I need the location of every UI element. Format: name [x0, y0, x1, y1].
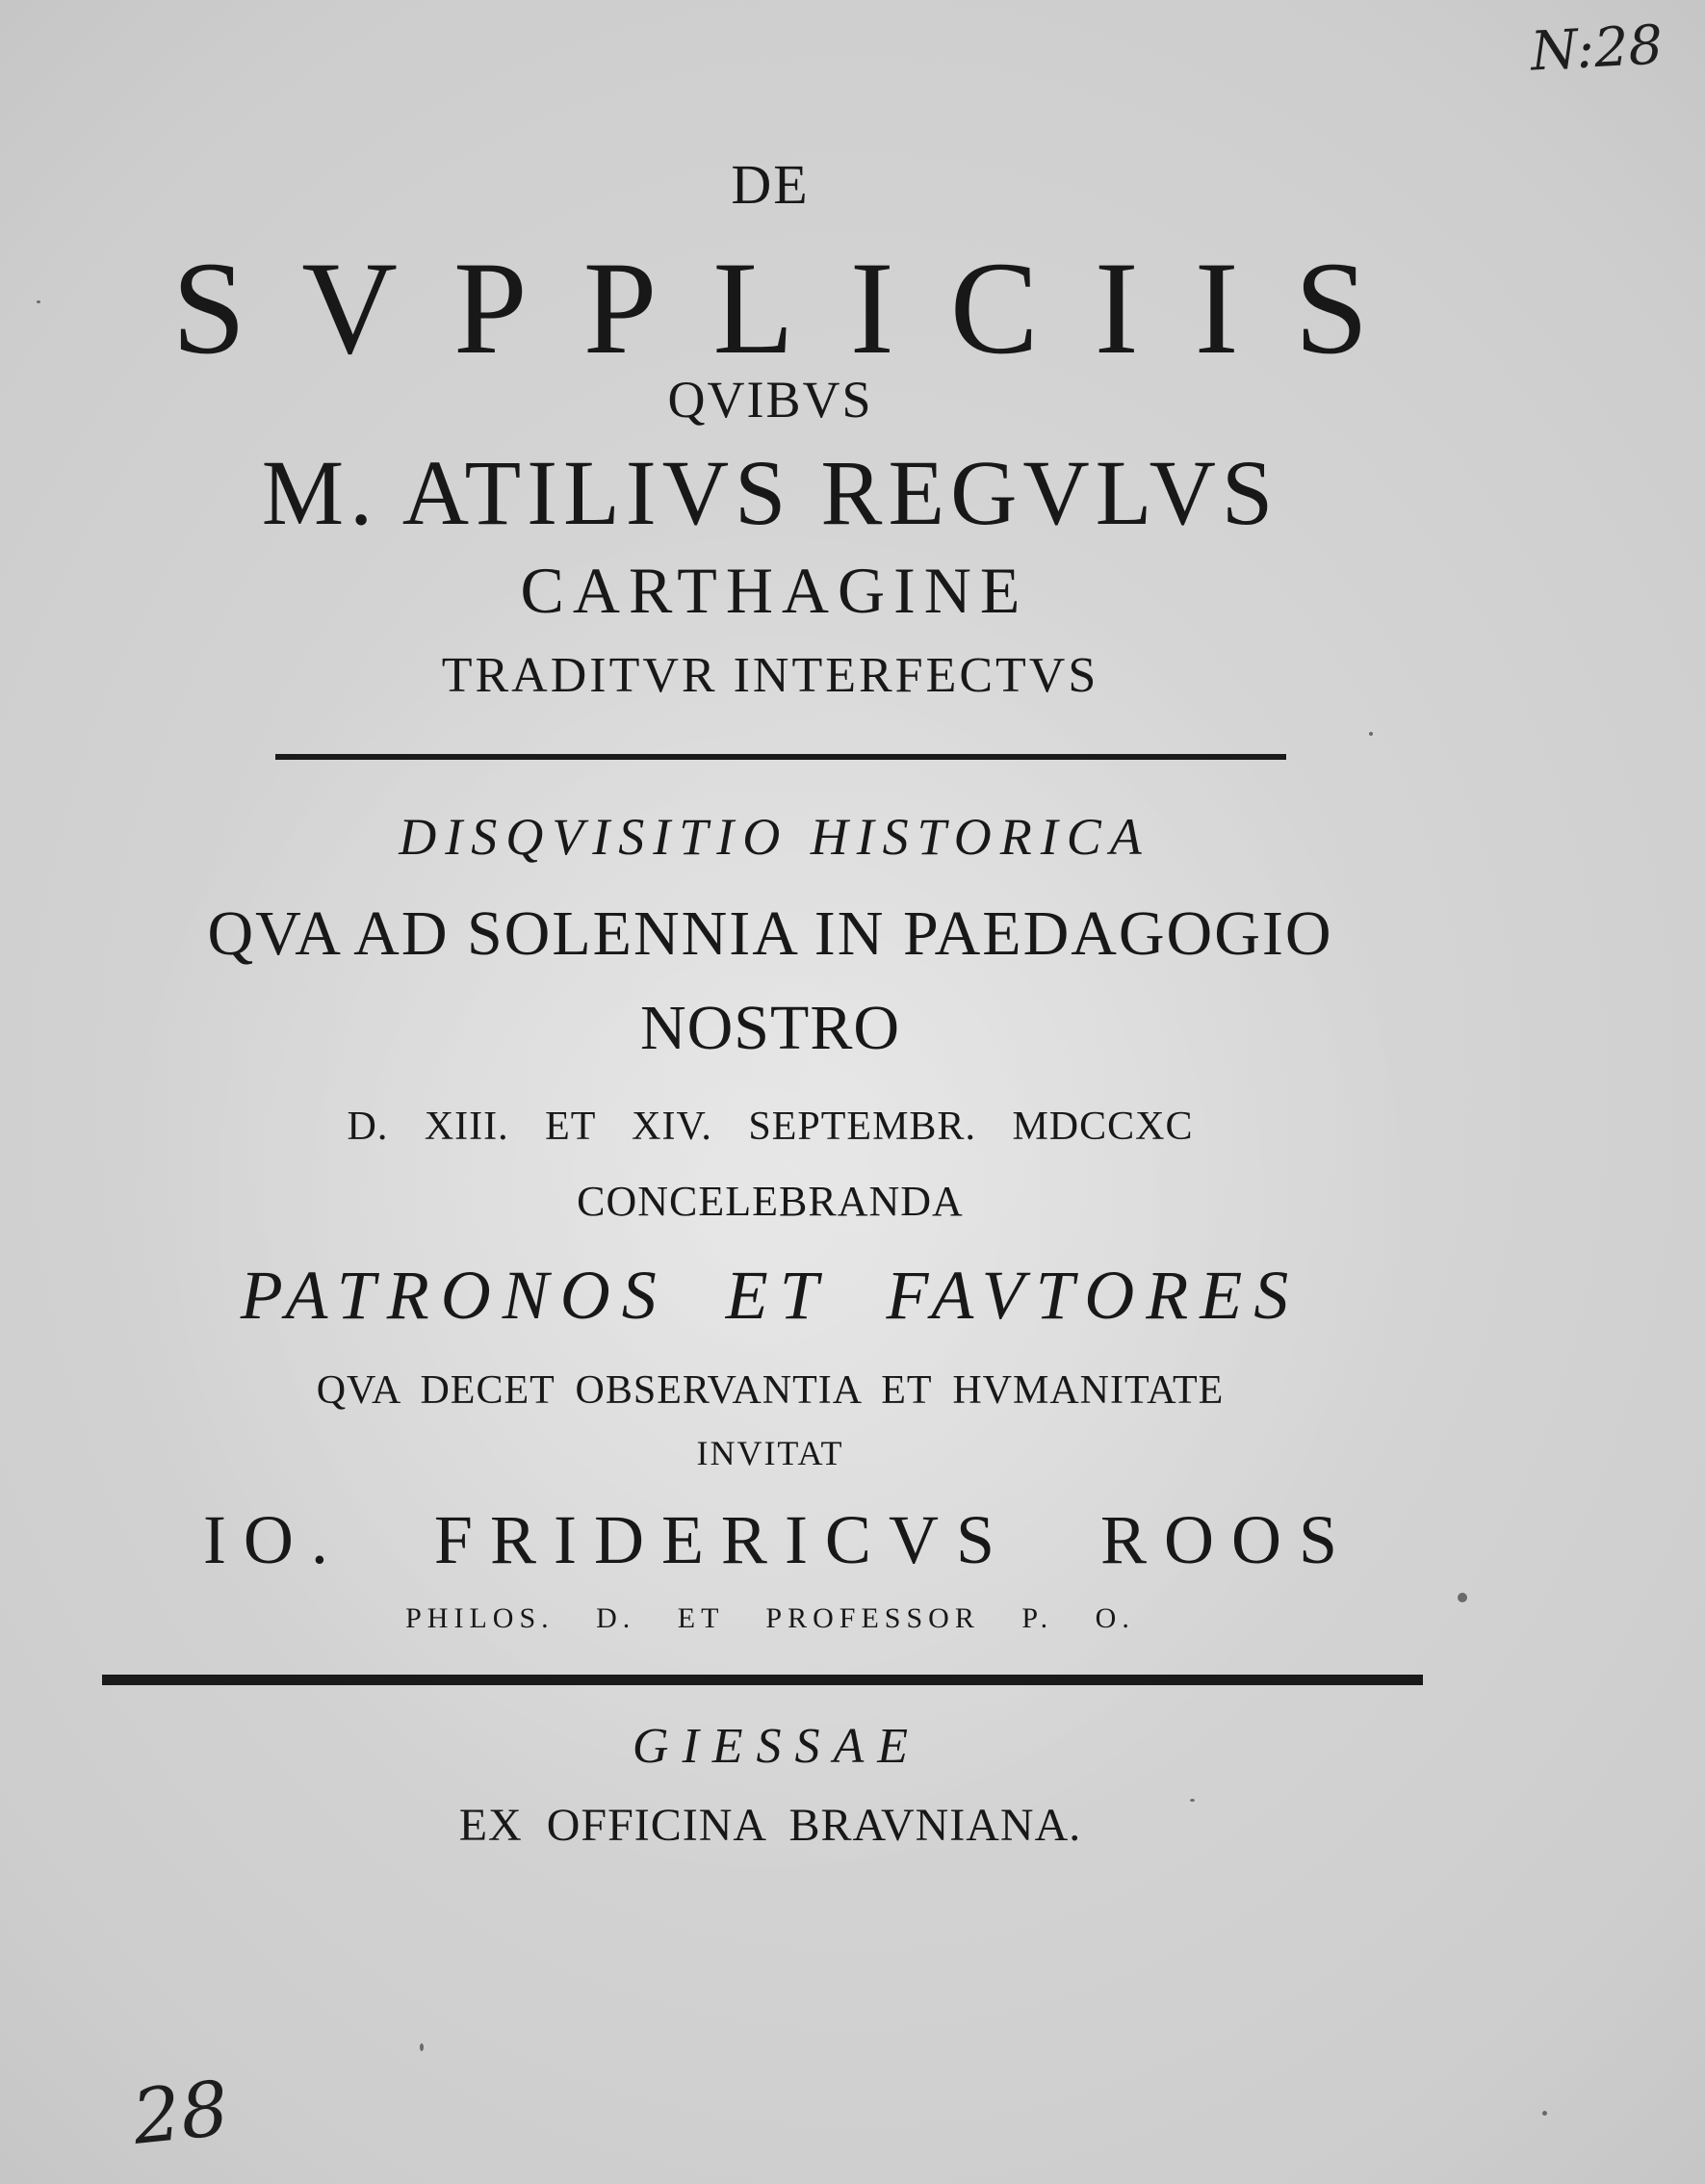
rule-lower — [102, 1675, 1423, 1685]
title-regulus: M. ATILIVS REGVLVS — [261, 441, 1279, 544]
title-suppliciis: SVPPLICIIS — [171, 234, 1425, 381]
imprint-printer: EX OFFICINA BRAVNIANA. — [458, 1800, 1082, 1851]
rule-upper — [275, 754, 1286, 760]
paper-speck — [1190, 1799, 1195, 1802]
imprint-place: GIESSAE — [632, 1719, 922, 1774]
paper-speck — [420, 2043, 424, 2051]
paper-speck — [37, 300, 40, 303]
author-name: IO. FRIDERICVS ROOS — [202, 1501, 1356, 1578]
occasion-line-2: NOSTRO — [639, 993, 901, 1063]
catalog-number-bottom: 28 — [128, 2066, 233, 2162]
title-traditur: TRADITVR INTERFECTVS — [441, 648, 1099, 703]
author-title: PHILOS. D. ET PROFESSOR P. O. — [405, 1602, 1135, 1634]
title-carthagine: CARTHAGINE — [520, 554, 1029, 627]
title-quibus: QVIBVS — [667, 371, 873, 429]
concelebranda-line: CONCELEBRANDA — [577, 1178, 964, 1225]
occasion-line-1: QVA AD SOLENNIA IN PAEDAGOGIO — [207, 898, 1333, 969]
invitat-line: INVITAT — [696, 1434, 844, 1472]
paper-speck — [1458, 1593, 1467, 1602]
catalog-number-top: N:28 — [1529, 13, 1665, 84]
title-de: DE — [731, 153, 810, 216]
addressees-line: PATRONOS ET FAVTORES — [240, 1257, 1301, 1334]
date-line: D. XIII. ET XIV. SEPTEMBR. MDCCXC — [347, 1105, 1194, 1149]
paper-speck — [1369, 732, 1373, 736]
paper-speck — [1542, 2111, 1547, 2116]
manner-line: QVA DECET OBSERVANTIA ET HVMANITATE — [316, 1368, 1225, 1413]
genre-line: DISQVISITIO HISTORICA — [399, 808, 1150, 866]
